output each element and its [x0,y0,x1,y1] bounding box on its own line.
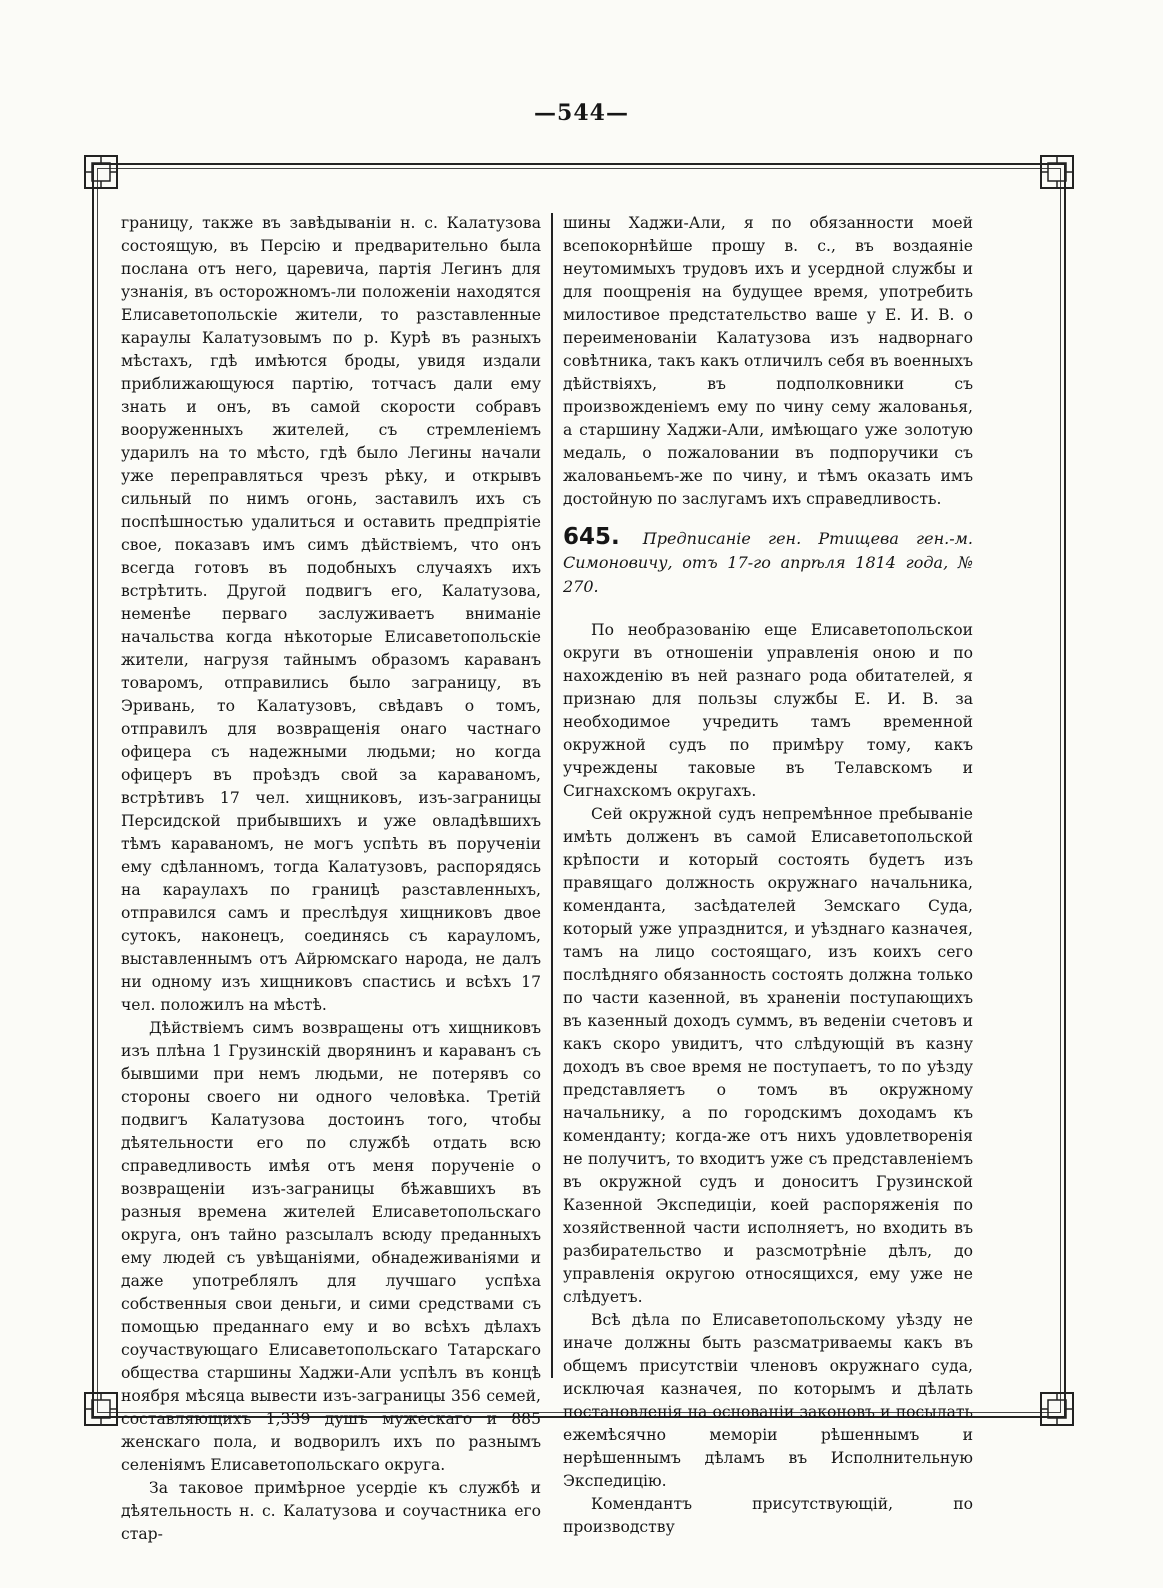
document-title: Предписаніе ген. Ртищева ген.-м. Симоновичу, отъ 17-го апрѣля 1814 года, № 270. [563,529,973,596]
document-heading [563,525,973,599]
left-paragraph: границу, также въ завѣдываніи н. с. Калатузова состоящую, въ Персію и предварительно была послана отъ него, царевича, партія Легинъ для узнанія, въ осторожномъ-ли положеніи находятся Елисаветопольскіе жители, то разставленные караулы Калатузовымъ по р. Курѣ въ разныхъ мѣстахъ, гдѣ имѣются броды, увидя издали приближающуюся партію, тотчасъ дали ему знать и онъ, въ самой скорости собравъ вооруженныхъ жителей, съ стремленіемъ ударилъ на то мѣсто, гдѣ было Легины начали уже переправляться чрезъ рѣку, и открывъ сильный по нимъ огонь, заставилъ ихъ съ поспѣшностью удалиться и оставить предпріятіе свое, показавъ имъ симъ дѣйствіемъ, что онъ всегда готовъ въ подобныхъ случаяхъ ихъ встрѣтить. Другой подвигъ его, Калатузова, неменѣе перваго заслуживаетъ вниманіе начальства когда нѣкоторые Елисаветопольскіе жители, нагрузя тайнымъ образомъ караванъ товаромъ, отправились было заграницу, въ Эривань, то Калатузовъ, свѣдавъ о томъ, отправилъ для возвращенія онаго частнаго офицера съ надежными людьми; но когда офицеръ въ проѣздъ свой за караваномъ, встрѣтивъ 17 чел. хищниковъ, изъ-заграницы Персидской прибывшихъ и уже овладѣвшихъ тѣмъ караваномъ, не могъ успѣть въ порученіи ему сдѣланномъ, тогда Калатузовъ, распорядясь на караулахъ по границѣ разставленныхъ, отправился самъ и преслѣдуя хищниковъ двое сутокъ, наконецъ, соединясь съ карауломъ, выставленнымъ отъ Айрюмскаго народа, не далъ ни одному изъ хищниковъ спастись и всѣхъ 17 чел. положилъ на мѣстѣ. [121,214,541,1014]
column-divider [551,213,553,1378]
right-paragraph: Сей окружной судъ непремѣнное пребываніе имѣть долженъ въ самой Елисаветопольской крѣпости и который состоять будетъ изъ правящаго должность окружнаго начальника, коменданта, засѣдателей Земскаго Суда, который уже упразднится, и уѣзднаго казначея, тамъ на лицо состоящаго, изъ коихъ сего послѣдняго обязанность состоять должна только по части казенной, въ храненіи поступающихъ въ казенный доходъ суммъ, въ веденіи счетовъ и какъ скоро увидитъ, что слѣдующій въ казну доходъ въ свое время не поступаетъ, то по уѣзду представляетъ о томъ въ окружному начальнику, а по городскимъ доходамъ къ коменданту; когда-же отъ нихъ удовлетворенія не получитъ, то входитъ уже съ представленіемъ въ окружной судъ и доноситъ Грузинской Казенной Экспедиціи, коей распоряженія по хозяйственной части исполняетъ, но входить въ разбирательство и разсмотрѣніе дѣлъ, до управленія округою относящихся, ему уже не слѣдуетъ. [563,805,973,1306]
right-intro-paragraph: шины Хаджи-Али, я по обязанности моей всепокорнѣйше прошу в. с., въ воздаяніе неутомимыхъ трудовъ ихъ и усердной службы и для поощренія на будущее время, употребить милостивое предстательство ваше у Е. И. В. о переименованіи Калатузова изъ надворнаго совѣтника, такъ какъ отличилъ себя въ военныхъ дѣйствіяхъ, въ подполковники съ произвожденіемъ ему по чину сему жалованья, а старшину Хаджи-Али, имѣющаго уже золотую медаль, о пожаловании въ подпоручики съ жалованьемъ-же по чину, и тѣмъ оказать имъ достойную по заслугамъ ихъ справедливость. [563,214,973,508]
left-paragraph: За таковое примѣрное усердіе къ службѣ и дѣятельность н. с. Калатузова и соучастника его стар- [121,1479,541,1543]
left-paragraph: Дѣйствіемъ симъ возвращены отъ хищниковъ изъ плѣна 1 Грузинскій дворянинъ и караванъ съ бывшими при немъ людьми, не потерявъ со стороны своего ни одного человѣка. Третій подвигъ Калатузова достоинъ того, чтобы дѣятельности его по службѣ отдать всю справедливость имѣя отъ меня порученіе о возвращеніи изъ-заграницы бѣжавшихъ въ разныя времена жителей Елисаветопольскаго округа, онъ тайно разсылалъ всюду преданныхъ ему людей съ увѣщаніями, обнадеживаніями и даже употреблялъ для лучшаго успѣха собственныя свои деньги, и сими средствами съ помощью преданнаго ему и во всѣхъ дѣлахъ соучаствующаго Елисаветопольскаго Татарскаго общества старшины Хаджи-Али успѣлъ въ концѣ ноября мѣсяца вывести изъ-заграницы 356 семей, составляющихъ 1,339 душъ мужескаго и 885 женскаго пола, и водворилъ ихъ по разнымъ селеніямъ Елисаветопольскаго округа. [121,1019,541,1474]
left-column [121,212,541,1546]
corner-ornament-top-right-icon [1038,153,1076,191]
page-number: —544— [534,100,629,126]
right-paragraph: Комендантъ присутствующій, по производству [563,1495,973,1536]
corner-ornament-bottom-left-icon [82,1390,120,1428]
corner-ornament-bottom-right-icon [1038,1390,1076,1428]
right-paragraph: Всѣ дѣла по Елисаветопольскому уѣзду не иначе должны быть разсматриваемы какъ въ общемъ присутствіи членовъ окружнаго суда, исключая казначея, по которымъ и дѣлать постановленія на основаніи законовъ и посылать ежемѣсячно меморіи рѣшеннымъ и нерѣшеннымъ дѣламъ въ Исполнительную Экспедицію. [563,1311,973,1490]
right-paragraph: По необразованію еще Елисаветопольскои округи въ отношеніи управленія оною и по нахожденію въ ней разнаго рода обитателей, я признаю для пользы службы Е. И. В. за необходимое учредить тамъ временной окружной судъ по примѣру тому, какъ учреждены таковые въ Телавскомъ и Сигнахскомъ округахъ. [563,621,973,800]
corner-ornament-top-left-icon [82,153,120,191]
document-number: 645. [563,524,620,550]
right-column [563,212,973,1539]
